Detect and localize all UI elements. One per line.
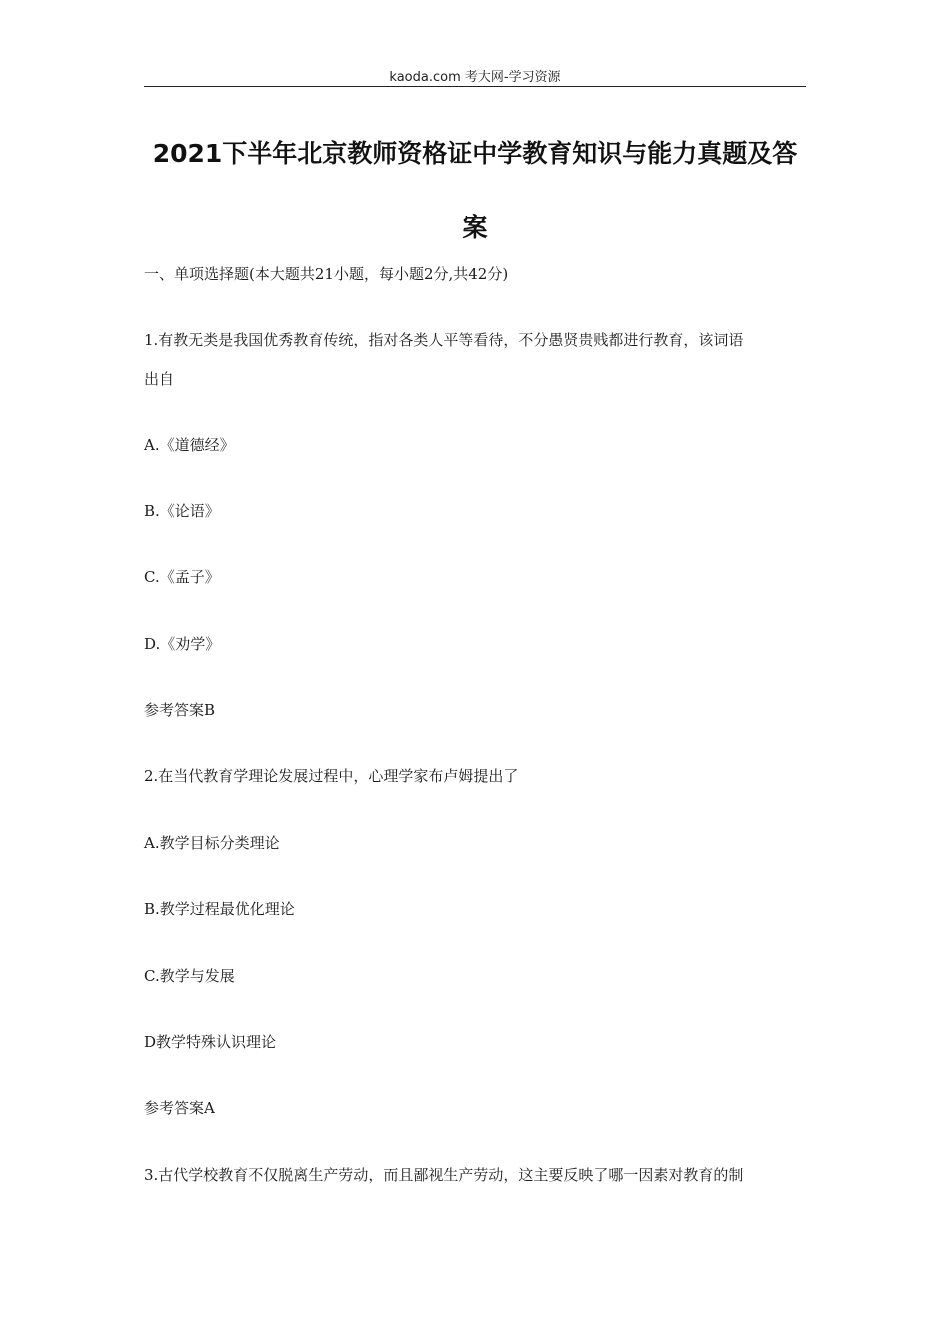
- question-1-answer: 参考答案B: [144, 701, 216, 719]
- document-title-line-1: 2021下半年北京教师资格证中学教育知识与能力真题及答: [152, 139, 798, 168]
- question-2-option-d: D教学特殊认识理论: [144, 1033, 277, 1051]
- question-1-option-d: D.《劝学》: [144, 635, 221, 653]
- section-heading: 一、单项选择题(本大题共21小题，每小题2分,共42分): [144, 265, 509, 283]
- question-1-option-c: C.《孟子》: [144, 568, 220, 586]
- header-divider: [144, 86, 806, 87]
- question-2-option-b: B.教学过程最优化理论: [144, 900, 295, 918]
- question-1-stem-line-1: 1.有教无类是我国优秀教育传统，指对各类人平等看待，不分愚贤贵贱都进行教育，该词语: [144, 331, 744, 349]
- document-title-line-2: 案: [462, 213, 488, 242]
- question-1-stem-line-2: 出自: [144, 370, 175, 388]
- page-header-site-text: kaoda.com 考大网-学习资源: [389, 70, 561, 85]
- question-2-option-a: A.教学目标分类理论: [144, 834, 280, 852]
- question-2-stem-line-1: 2.在当代教育学理论发展过程中，心理学家布卢姆提出了: [144, 767, 519, 785]
- question-2-option-c: C.教学与发展: [144, 967, 235, 985]
- question-1-option-a: A.《道德经》: [144, 436, 235, 454]
- question-1-option-b: B.《论语》: [144, 502, 220, 520]
- question-3-stem-line-1: 3.古代学校教育不仅脱离生产劳动，而且鄙视生产劳动，这主要反映了哪一因素对教育的制: [144, 1166, 744, 1184]
- question-2-answer: 参考答案A: [144, 1099, 215, 1117]
